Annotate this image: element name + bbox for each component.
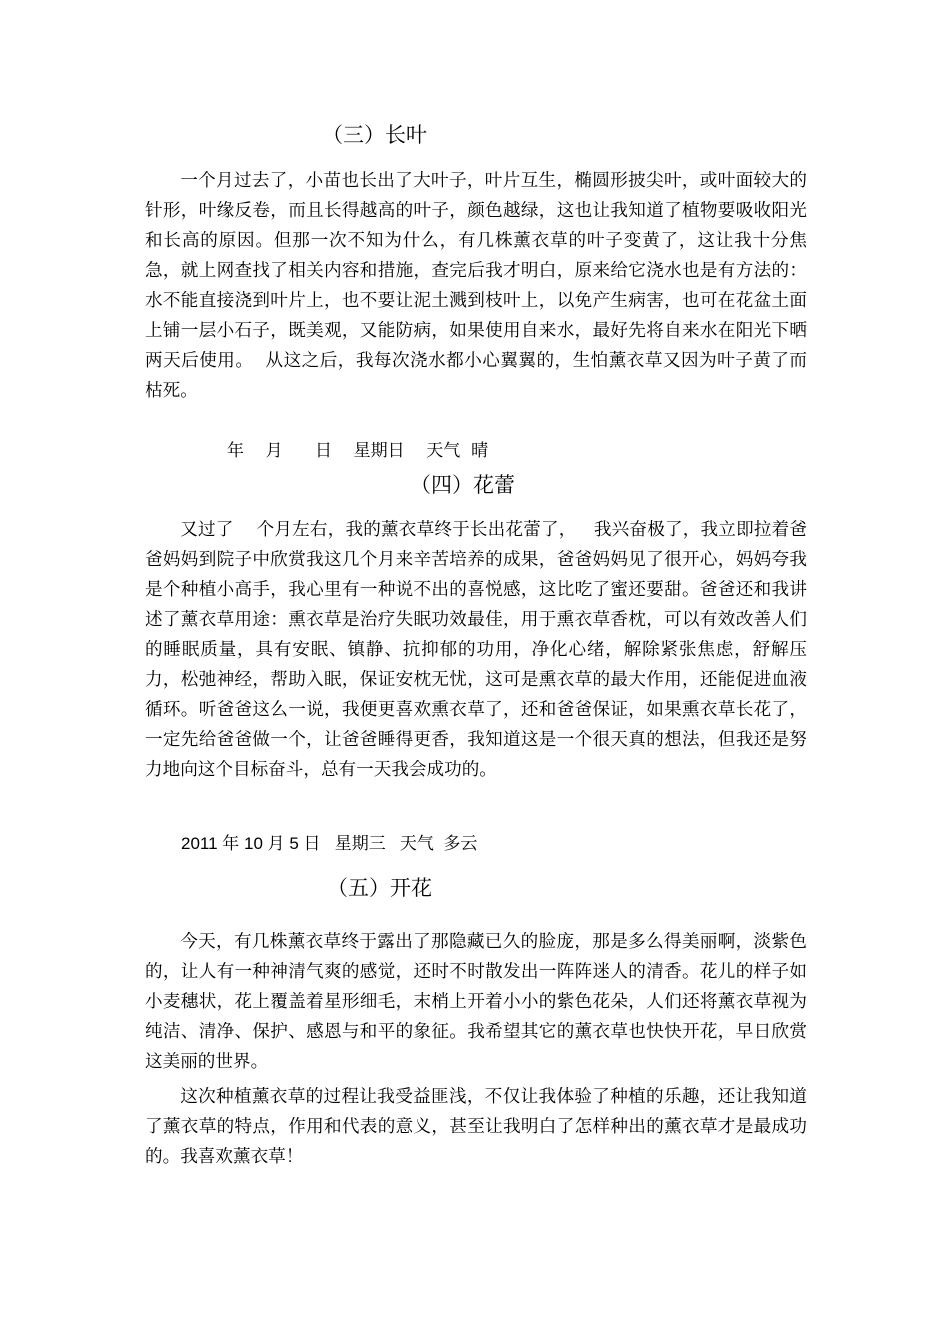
diary-date-line-bloom: 2011 年 10 月 5 日 星期三 天气 多云: [181, 834, 478, 853]
paragraph-buds: 又过了 个月左右，我的薰衣草终于长出花蕾了， 我兴奋极了，我立即拉着爸爸妈妈到院子中欣赏我这几个月来辛苦培养的成果，爸爸妈妈见了很开心，妈妈夸我是个种植小高手，我心里有一种说不出的喜悦感，这比吃了蜜还要甜。爸爸还和我讲述了薰衣草用途：熏衣草是治疗失眠功效最佳，用于熏衣草香枕，可以有效改善人们的睡眠质量，具有安眠、镇静、抗抑郁的功用，净化心绪，解除紧张焦虑，舒解压力，松弛神经，帮助入眠，保证安枕无忧，这可是熏衣草的最大作用，还能促进血液循环。听爸爸这么一说，我便更喜欢熏衣草了，还和爸爸保证，如果熏衣草长花了，一定先给爸爸做一个，让爸爸睡得更香，我知道这是一个很天真的想法，但我还是努力地向这个目标奋斗，总有一天我会成功的。: [145, 520, 807, 780]
paragraph-conclusion: 这次种植薰衣草的过程让我受益匪浅，不仅让我体验了种植的乐趣，还让我知道了薰衣草的特点，作用和代表的意义，甚至让我明白了怎样种出的薰衣草才是最成功的。我喜欢薰衣草！: [145, 1087, 807, 1167]
diary-date-line-buds: 年 月 日 星期日 天气 晴: [227, 441, 489, 461]
paragraph-leaves: 一个月过去了，小苗也长出了大叶子，叶片互生，椭圆形披尖叶，或叶面较大的针形，叶缘反卷，而且长得越高的叶子，颜色越绿，这也让我知道了植物要吸收阳光和长高的原因。但那一次不知为什么，有几株薰衣草的叶子变黄了，这让我十分焦急，就上网查找了相关内容和措施，查完后我才明白，原来给它浇水也是有方法的：水不能直接浇到叶片上，也不要让泥土溅到枝叶上，以免产生病害，也可在花盆土面上铺一层小石子，既美观，又能防病，如果使用自来水，最好先将自来水在阳光下晒两天后使用。 从这之后，我每次浇水都小心翼翼的，生怕薰衣草又因为叶子黄了而枯死。: [145, 171, 807, 401]
section-heading-leaves: （三）长叶: [322, 123, 427, 147]
section-heading-bloom: （五）开花: [327, 876, 432, 900]
paragraph-bloom: 今天，有几株薰衣草终于露出了那隐藏已久的脸庞，那是多么得美丽啊，淡紫色的，让人有一种神清气爽的感觉，还时不时散发出一阵阵迷人的清香。花儿的样子如小麦穗状，花上覆盖着星形细毛，末梢上开着小小的紫色花朵，人们还将薰衣草视为纯洁、清净、保护、感恩与和平的象征。我希望其它的薰衣草也快快开花，早日欣赏这美丽的世界。: [145, 932, 807, 1072]
section-heading-buds: （四）花蕾: [410, 473, 515, 497]
